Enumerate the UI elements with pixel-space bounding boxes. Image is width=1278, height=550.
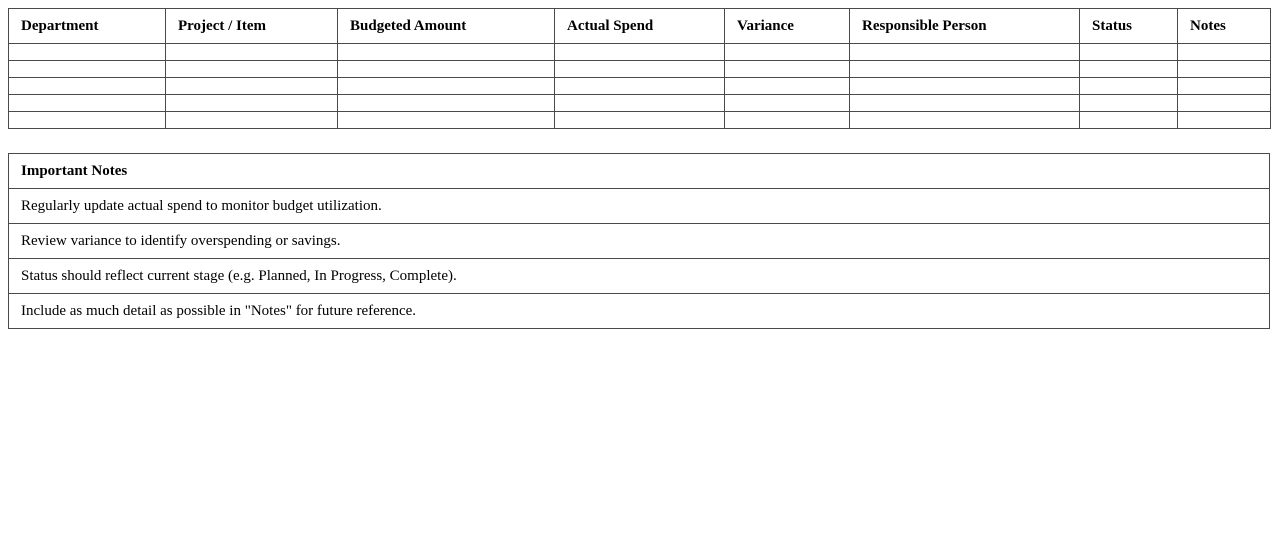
note-row <box>9 189 1270 224</box>
table-cell[interactable] <box>1080 78 1178 95</box>
table-cell[interactable] <box>555 44 725 61</box>
note-item: Status should reflect current stage (e.g. Planned, In Progress, Complete). <box>9 259 1270 294</box>
table-cell[interactable] <box>166 78 338 95</box>
table-cell[interactable] <box>850 112 1080 129</box>
table-cell[interactable] <box>850 44 1080 61</box>
table-cell[interactable] <box>725 112 850 129</box>
table-cell[interactable] <box>555 95 725 112</box>
table-cell[interactable] <box>1178 61 1271 78</box>
table-cell[interactable] <box>850 95 1080 112</box>
table-cell[interactable] <box>850 61 1080 78</box>
important-notes-table <box>8 153 1270 329</box>
table-cell[interactable] <box>9 112 166 129</box>
table-cell[interactable] <box>9 44 166 61</box>
column-header-status: Status <box>1080 9 1178 44</box>
table-cell[interactable] <box>9 78 166 95</box>
table-cell[interactable] <box>166 61 338 78</box>
table-cell[interactable] <box>166 95 338 112</box>
table-cell[interactable] <box>1178 44 1271 61</box>
table-cell[interactable] <box>725 95 850 112</box>
table-cell[interactable] <box>555 78 725 95</box>
table-row <box>9 78 1271 95</box>
table-cell[interactable] <box>338 44 555 61</box>
table-cell[interactable] <box>725 78 850 95</box>
table-cell[interactable] <box>1178 78 1271 95</box>
table-cell[interactable] <box>555 112 725 129</box>
column-header-budgeted-amount: Budgeted Amount <box>338 9 555 44</box>
note-row <box>9 224 1270 259</box>
table-header-row <box>9 9 1271 44</box>
table-row <box>9 112 1271 129</box>
note-item: Regularly update actual spend to monitor budget utilization. <box>9 189 1270 224</box>
table-cell[interactable] <box>1080 44 1178 61</box>
table-cell[interactable] <box>9 95 166 112</box>
page-content <box>8 8 1270 329</box>
note-item: Include as much detail as possible in "Notes" for future reference. <box>9 294 1270 329</box>
table-row <box>9 95 1271 112</box>
table-cell[interactable] <box>338 61 555 78</box>
table-row <box>9 61 1271 78</box>
table-cell[interactable] <box>1080 61 1178 78</box>
table-cell[interactable] <box>338 78 555 95</box>
table-cell[interactable] <box>338 95 555 112</box>
notes-header-row <box>9 154 1270 189</box>
table-cell[interactable] <box>725 44 850 61</box>
budget-table-body <box>9 44 1271 129</box>
table-cell[interactable] <box>1080 112 1178 129</box>
table-cell[interactable] <box>725 61 850 78</box>
important-notes-title: Important Notes <box>9 154 1270 189</box>
column-header-notes: Notes <box>1178 9 1271 44</box>
table-cell[interactable] <box>166 44 338 61</box>
table-cell[interactable] <box>1178 95 1271 112</box>
table-cell[interactable] <box>338 112 555 129</box>
table-cell[interactable] <box>555 61 725 78</box>
table-row <box>9 44 1271 61</box>
budget-table <box>8 8 1271 129</box>
table-cell[interactable] <box>850 78 1080 95</box>
table-cell[interactable] <box>9 61 166 78</box>
table-cell[interactable] <box>166 112 338 129</box>
note-row <box>9 259 1270 294</box>
note-item: Review variance to identify overspending or savings. <box>9 224 1270 259</box>
table-cell[interactable] <box>1178 112 1271 129</box>
column-header-project-item: Project / Item <box>166 9 338 44</box>
column-header-variance: Variance <box>725 9 850 44</box>
column-header-responsible-person: Responsible Person <box>850 9 1080 44</box>
column-header-department: Department <box>9 9 166 44</box>
table-cell[interactable] <box>1080 95 1178 112</box>
column-header-actual-spend: Actual Spend <box>555 9 725 44</box>
note-row <box>9 294 1270 329</box>
